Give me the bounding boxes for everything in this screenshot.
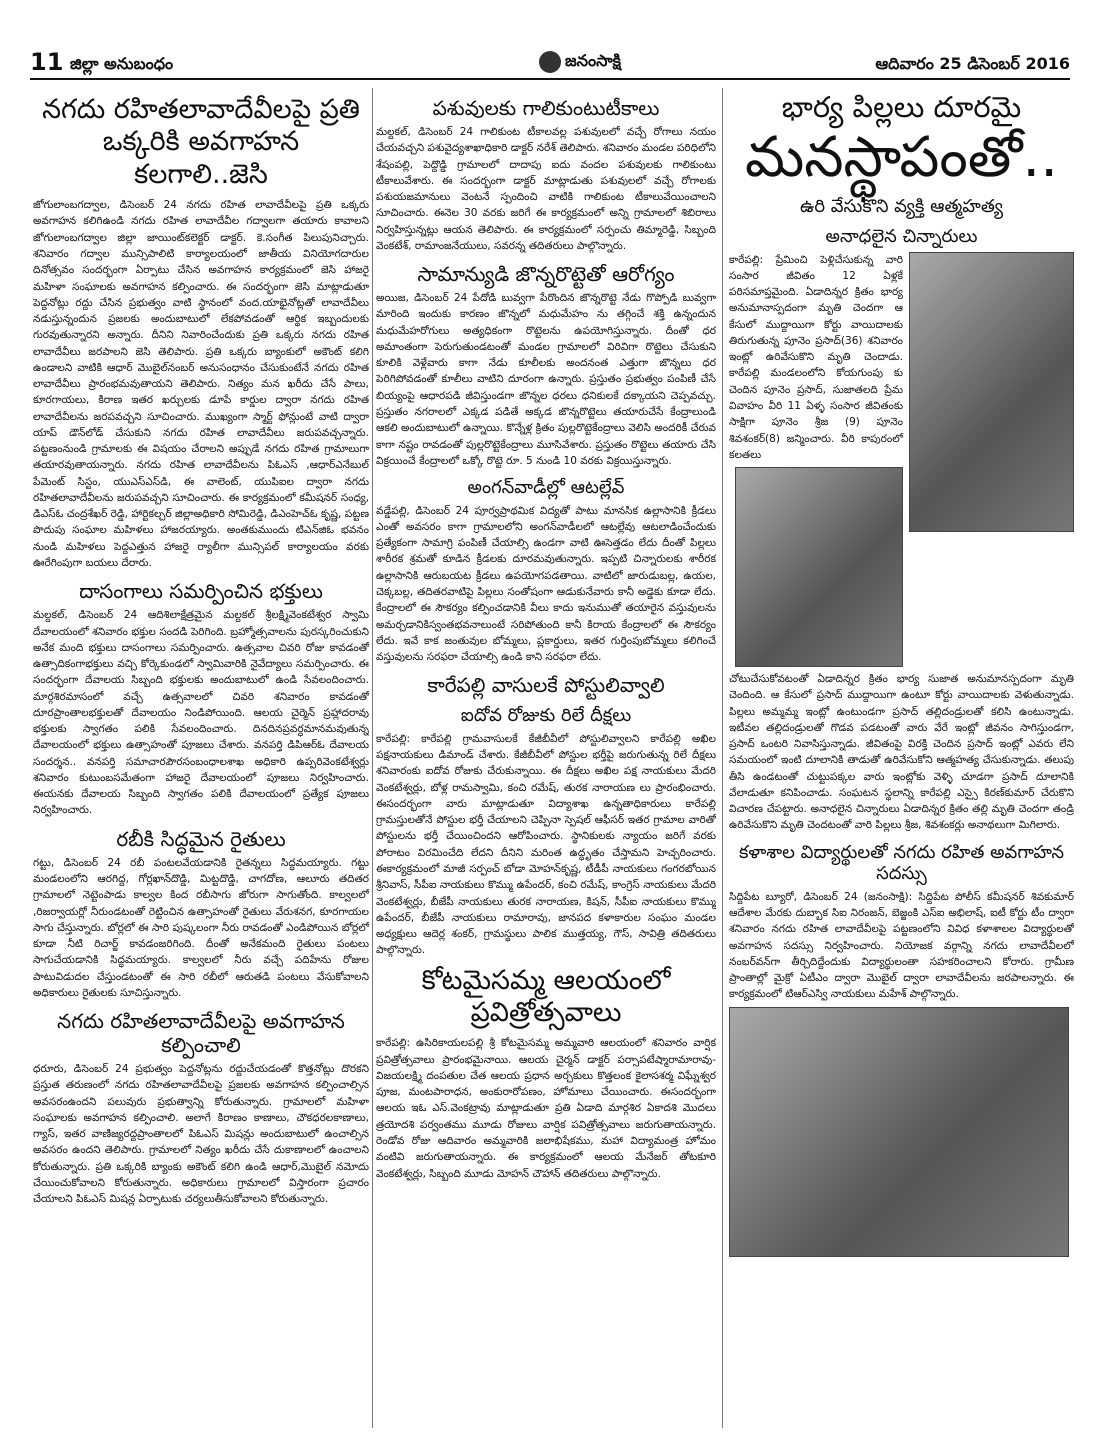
article-body: వడ్డేపల్లి, డిసెంబర్ 24 పూర్వప్రాథమిక విద్యతో పాటు మానసిక ఉల్లాసానికి క్రీడలు ఎంతో అవసరం కాగా గ్రామాలలోని అంగన్‌వాడీలలో ఆటల్లేవు ఆటలాడించేందుకు ప్రత్యేకంగా సామాగ్రి పంపిణీ చేయాల్సి ఉండగా వాటి ఊసెత్తడం లేదు దీంతో పిల్లలు శారీరక శ్రమతో కూడిన క్రీడలకు దూరమవుతున్నారు. ఇప్పటి చిన్నారులకు శారీరక ఉల్లాసానికి ఆరుబయట క్రీడలు ఉపయోగపడతాయి. వాటిలో జారుడుబల్ల, ఉయల, చెక్కబల్ల, తదితరవాటిపై పిల్లలు సంతోషంగా ఆడుకునేవారు కానీ అడ్డెకు కూడా లేదు. కేంద్రాలలో ఈ సౌకర్యం కల్పించడానికి వీలు కాదు ఇనుముతో తయారైన వస్తువులను అమర్చడానికిస్వంతభవనాలుంటే సరిపోతుంది కానీ కిరాయ కేంద్రాలలో ఈ సౌకర్యం లేదు. ఇవే కాక జంతువుల బోమ్మలు, ప్లకార్డులు, ఇతర గుర్తింపుబోమ్మలు కలిగించే వస్తువులను సరఫరా చేయాల్సి ఉండి కాని సరఫరా లేదు. bbox=[376, 504, 716, 664]
subheadline-suicide: ఉరి వేసుకొని వ్యక్తి ఆత్మహత్య bbox=[799, 196, 1004, 218]
headline-manasthapam: మనస్థాపంతో.. bbox=[744, 124, 1059, 190]
headline-college-cashless: కళాశాల విద్యార్థులతో నగదు రహిత అవగాహన సదస్సు bbox=[738, 841, 1065, 885]
headline-anganwadi: అంగన్‌వాడీల్లో ఆటల్లేవ్ bbox=[467, 477, 625, 499]
issue-date: ఆదివారం 25 డిసెంబర్ 2016 bbox=[875, 54, 1070, 73]
column-1 bbox=[33, 88, 369, 1428]
article-body: అయిజ, డిసెంబర్ 24 పేదోడి బువ్వగా పేరొందిన జొన్నరొట్టె నేడు గొప్పోడి బువ్వగా మారింది ఇందుకు కారణం జొన్నలో మధుమేహం ను తగ్గించే శక్తి ఉన్నందున మధుమేహరోగులు అత్యధికంగా రొట్టెలను ఉపయోగిస్తున్నారు. దీంతో ధర అమాంతంగా పెరుగుతుండటంతో మండల గ్రామాలలో విరివిగా రొట్టెలు చేసుకుని కూలికి వెళ్లేవారు కాగా నేడు కూలీలకు అందనంత ఎత్తుగా జొన్నలు ధర పెరిగిపోవడంతో కూలీలు వాటిని దూరంగా ఉన్నారు. ప్రస్తుతం ప్రభుత్వం పంపిణీ చేసే బియ్యంపై ఆధారపడి జీవిస్తుండగా జొన్నల ధరలు ధనికులకే దక్కాయని చెప్పవచ్చు. ప్రస్తుతం నగరాలలో ఎక్కడ పడితే అక్కడ జొన్నరొట్టెలు తయారుచేసే కేంద్రాలుండి ఆకలి అందుబాటులో ఉన్నాయి. కొన్నేళ్ల క్రితం పుల్లరొట్టెకేంద్రాలు వెలిసి అందరికీ చేరువ కాగా నష్టం రావడంతో పుల్లరొట్టెకేంద్రాలు మూసివేశారు. ప్రస్తుతం రొట్టెలు తయారు చేసి విక్రయించే కేంద్రాలలో ఒక్కో రొట్టె రూ. 5 నుండి 10 వరకు విక్రయిస్తున్నారు. bbox=[376, 292, 716, 467]
headline-kotamaisamma: కోటమైసమ్మ ఆలయంలో ప్రవిత్రోత్సవాలు bbox=[421, 964, 671, 1028]
headline-rabi: రబీకి సిద్ధమైన రైతులు bbox=[116, 826, 286, 851]
masthead bbox=[30, 48, 1070, 80]
photo-student-seminar bbox=[729, 1007, 1069, 1257]
article-body: కారేపల్లి: కారేపల్లి గ్రామవాసులకే కేజీబీవీలో పోస్టులివ్వాలని కారేపల్లి అఖిల పక్షనాయకులు డిమాండ్ చేశారు. కేజీబీవీలో పోస్టుల భర్తీపై జరుగుతున్న రిలే దీక్షలు శనివారంకు ఐదోవ రోజుకు చేరుకున్నాయి. ఈ దీక్షలు అఖిల పక్ష నాయకులు మేదరి వెంకటేశ్వర్లు, బోళ్ల రామస్వామి, కంచి రమేష్, తురక నారాయణ లు ప్రారంభించారు. ఈసందర్భంగా వారు మాట్లాడుతూ విద్యాశాఖ ఉన్నతాధికారులు కారేపల్లి గ్రామస్తులతోనే పోస్టుల భర్తీ చేయాలని చెప్పినా స్పెషల్ ఆఫీసర్ ఇతర గ్రామాల వారితో పోస్టులను భర్తీ చేయించిందని ఆరోపించారు. స్థానికులకు న్యాయం జరిగే వరకు పోరాటం విరమించేది లేదని దీనిని మరింత ఉద్ధృతం చేస్తామని హెచ్చరించారు. ఈకార్యక్రమంలో మాజీ సర్పంచ్ బోడా మోహన్‌కృష్ణ, టీడీపీ నాయకులు గంగరబోయిన శ్రీనివాస్, సీపీఐ నాయకులు కొమ్ము ఉపేందర్, కంచి రమేష్, కాంగ్రెస్ నాయకులు మేదరి వెంకటేశ్వర్లు, బీజేపీ నాయకులు తురక నారాయణ, కిషన్, సీపీఐ నాయకులు కొమ్ము ఉపేందర్, బీజేపీ నాయకులు రామారావు, జానపద కళాకారుల సంఘం మండల అధ్యక్షులు ఆదెర్ల శంకర్, గ్రామస్థులు పాలిక ముత్తయ్య, గౌస్, సావిత్రి తదితరులు పాల్గొన్నారు. bbox=[376, 732, 716, 957]
newspaper-logo bbox=[520, 48, 640, 76]
subheadline-orphans: అనాధలైన చిన్నారులు bbox=[825, 225, 978, 247]
article-body: కారేపల్లి: ప్రేమించి పెళ్లిచేసుకున్న వారి సంసార జీవితం 12 ఏళ్లకే పరిసమాప్తమైంది. ఏడాదిన్నర క్రితం భార్య అనుమానాస్పదంగా మృతి చెందగా ఆ కేసులో ముద్దాయిగా కోర్టు వాయిదాలకు తిరుగుతున్న పూనెం ప్రసాద్(36) శనివారం ఇంట్లో ఉరివేసుకొని మృతి చెందాడు. కారేపల్లి మండలంలోని కోయగుంపు కు చెందిన పూనెం ప్రసాద్, సుజాతలది ప్రేమ వివాహం వీరి 11 ఏళ్ళ సంసార జీవితంకు సాక్షిగా పూనెం శ్రీజ (9) పూనెం శివశంకర్(8) జన్మించారు. వీరి కాపురంలో కలతలు bbox=[729, 253, 903, 461]
article-body: జోగులాంబగద్వాల, డిసెంబర్ 24 నగదు రహిత లావాదేవీలపై ప్రతి ఒక్కరు అవగాహన కలిగిఉండి నగదు రహిత లావాదేవీల గద్వాలగా తయారు కావాలని జోగులాంబగద్వాల జిల్లా జాయింట్‌కలెక్టర్ డాక్టర్. కె.సంగీత పిలుపునిచ్చారు. శనివారం గద్వాల మున్సిపాలిటి కార్యాలయంలో జాతీయ వినియోగదారుల దినోత్సవం సందర్భంగా ఏర్పాటు చేసిన అవగాహన కార్యక్రమంలో జెసి హాజరై మహిళా సంఘాలకు అవగాహన కల్పించారు. ఈ సందర్భంగా జెసి మాట్లాడుతూ పెద్దనోట్లు రద్దు చేసిన ప్రభుత్వం వాటి స్థానంలో వంద.యాభైనోట్లతో లావాదేవీలు నడుస్తున్నందున ప్రజలకు అందుబాటులో లేకపోవడంతో ఆర్థిక ఇబ్బందులకు గురవుతున్నారని అన్నారు. దీనిని నివారించేందుకు ప్రతి ఒక్కరు నగదు రహిత లావాదేవీలు జరపాలని జెసి తెలిపారు. ప్రతి ఒక్కరు బ్యాంకులో అకౌంట్ కలిగి ఉండాలని వాటికి ఆధార్ మొబైల్‌నంబర్ అనుసంధానం చేసుకుంటేనే నగదు రహిత లావాదేవీలు ప్రారంభమవుతాయని తెలిపారు. నిత్యం మన ఖరీదు చేసే పాలు, కూరగాయలు, కిరాణ ఇతర ఖర్చులకు డూపే కార్డుల ద్వారా నగదు రహిత లావాదేవీలను జరపవచ్చని సూచించారు. ముఖ్యంగా స్మార్ట్ ఫోన్లుంటే వాటి ద్వారా యాప్ డౌన్‌లోడ్ చేసుకుని నగదు రహిత లావాదేవీలు జరుపవచ్చన్నారు. పట్టణంనుండి గ్రామాలకు ఈ విషయం చేరాలని అప్పుడే నగదు రహిత గ్రామాలుగా తయారవుతాయన్నారు. నగదు రహిత లావాదేవీలను పిఓఎస్ ,ఆధార్‌ఎనేబుల్ పేమెంట్ సిస్టం, యుఎస్‌ఎస్‌డి, ఈ వాలెంట్, యుపిఐల ద్వారా నగదు రహితలావాదేవీలను జరుపవచ్చని సూచించారు. ఈ కార్యక్రమంలో కమీషనర్ సంధ్య, డిఎస్‌ఓ చంద్రశేఖర్ రెడ్డి, హార్టికల్చర్ జిల్లాఅధికారి సోమిరెడ్డి, డిఎంహెచ్ఓ కృష్ణ, పట్టణ పొదుపు సంఘాల మహిళలు హాజరయ్యారు. అంతకుముందు టిఎన్‌జిఓ భవనం నుండి మహిళలు పెద్దఎత్తున హాజరై ర్యాలీగా మున్సిపల్ కార్యాలయం వరకు ఊరేగింపుగా బయలు దేరారు. bbox=[33, 199, 369, 570]
article-body: కారేపల్లి: ఉసిరికాయలపల్లి శ్రీ కోటమైసమ్మ అమ్మవారి ఆలయంలో శనివారం వార్షిక ప్రవిత్రోత్సవాలు ప్రారంభమైనాయి. ఆలయ చైర్మన్ డాక్టర్ పర్సాపటేష్మారామారావు-విజయలక్ష్మి దంపతుల చేత ఆలయ ప్రధాన అర్చకులు కొత్తలంక కైలాసశర్మ విఘ్నేశ్వర పూజ, మంటపారాధన, అంకురారోపణం, హోమాలు చేయించారు. ఈసందర్భంగా ఆలయ ఇఓ ఎస్.వెంకట్రావు మాట్లాడుతూ ప్రతి ఏడాది మార్గశిర ఏకాదశి మొదలు త్రయోదశి పర్వంతము మూడు రోజులు వార్షిక పవిత్రోత్సవాలు జరుగుతాయన్నారు. రెండోవ రోజు ఆదివారం అమ్మవారికి జలాభిషేకము, మహా విద్యామంత్ర హోమం వంటివి జరుగుతాయన్నారు. ఈ కార్యక్రమంలో ఆలయ మేనేజర్ తోటకూరి వెంకటేశ్వర్లు, సిబ్బంది మూడు మోహన్ చౌహాన్ తదితరులు పాల్గొన్నారు. bbox=[376, 1037, 716, 1180]
column-3 bbox=[729, 88, 1074, 1428]
page-number: 11 bbox=[30, 48, 64, 76]
section-title: జిల్లా అనుబంధం bbox=[70, 54, 174, 73]
kicker-headline: భార్య పిల్లలు దూరమై bbox=[781, 90, 1022, 124]
subheadline-relay-hunger-strike: ఐదోవ రోజుకు రిలే దీక్షలు bbox=[460, 705, 632, 727]
column-2 bbox=[376, 88, 716, 1428]
article-body: చోటుచేసుకోవటంతో ఏడాదిన్నర క్రితం భార్య సుజాత అనుమానస్పదంగా మృతి చెందింది. ఆ కేసులో ప్రసాద్ ముద్దాయిగా ఉంటూ కోర్టు వాయిదాలకు వెళుతున్నాడు. పిల్లలు అమ్మమ్మ ఇంట్లో ఉంటుండగా ప్రసాద్ తల్లిదండ్రులతో కలిసి ఉంటున్నాడు. ఇటీవల తల్లిదండ్రులతో గొడవ పడటంతో వారు వేరే ఇంట్లో జీవనం సాగిస్తుండగా, ప్రసాద్ ఒంటరి నివాసిస్తున్నాడు. జీవితంపై విరక్తి చెందిన ప్రసాద్ ఇంట్లో ఎవరు లేని సమయంలో ఇంటి దూలానికి తాడుతో ఉరివేసుకోని ఆత్మహత్య చేసుకున్నాడు. తలుపు తీసి ఉండటంతో చుట్టుపక్కల వారు ఇంట్లోకు వెళ్ళి చూడగా ప్రసాద్ దూలానికి వేలాడుతూ కనిపించాడు. సంఘటన స్థలాన్ని కారేపల్లి ఎస్సై కిరణ్‌కుమార్ చేరుకొని విచారణ చేపట్టారు. అనాధలైన చిన్నారులు ఏడాదిన్నర క్రితం తల్లి మృతి చెందగా తండ్రి ఉరివేసుకొని మృతి చెందటంతో వారి పిల్లలు శ్రీజ, శివశంకర్లు అనాథలుగా మిగిలారు. bbox=[729, 673, 1074, 832]
headline-cashless-awareness: నగదు రహితలావాదేవీలపై అవగాహన కల్పించాలి bbox=[57, 1009, 345, 1058]
article-body: గట్టు, డిసెంబర్ 24 రబీ పంటలవేయడానికి రైతన్నలు సిద్ధమయ్యారు. గట్టు మండలంలోని ఆరగిద్ద, గోర్లఖాన్‌దొడ్డి, మిట్టదొడ్డి, చాగదోణ, ఆలూరు తదితర గ్రామాలలో నెట్టెంపాడు కాల్వల కింద రబీసాగు జోరుగా సాగుతోంది. కాల్వలలో ,రిజర్వాయర్లో నీరుండటంతో రెట్టించిన ఉత్సాహంతో రైతులు వేరుశనగ, కూరగాయల సాగు చేస్తున్నారు. బోర్లలో ఈ సారి పుష్కలంగా నీరు రావడంతో ఎండిపోయిన బోర్లలో కూడా నీటి రిచార్జ్ కావడంజరిగింది. దీంతో అనేకమంది రైతులు పంటలు సాగుచేయడానికి సిద్ధమయ్యారు. కాల్వలలో నీరు వచ్చే పదిహేను రోజుల పాటువిడుదల చేస్తుండటంతో ఈ సారి రబీలో ఆరుతడి పంటలు వేసుకోవాలని అధికారులు రైతులకు సూచిస్తున్నారు. bbox=[33, 856, 369, 999]
headline-jonna-rotte: సామాన్యుడి జొన్నరొట్టెతో ఆరోగ్యం bbox=[417, 262, 675, 287]
article-body: మల్దకల్, డిసెంబర్ 24 గాలికుంట టీకాలవల్ల పశువులలో వచ్చే రోగాలు నయం చేయవచ్చని పశువైద్యశాఖాధికారి డాక్టర్ నరేశ్ తెలిపారు. శనివారం మండల పరిధిలోని శేషంపల్లి, పెద్దొడ్డి గ్రామాలలో దాదాపు ఐదు వందల పశువులకు గాలికుంటు టీకాలువేశారు. ఈ సందర్భంగా డాక్టర్ మాట్లాడుతు పశువులలో వచ్చే రోగాలకు పశుయజమానులు వెంటనే స్పందించి వాటికి గాలికుంట టీకాలువేయించాలని సూచించారు. ఈనెల 30 వరకు జరిగే ఈ కార్యక్రమంలో అన్ని గ్రామాలలో శిబిరాలు నిర్వహిస్తున్నట్లు ఆయన తెలిపారు. ఈ కార్యక్రమంలో సర్పంచు తిమ్మారెడ్డి, సిబ్బంది వెంకటేశ్, రామాంజనేయులు, సవరన్న తదితరులు పాల్గొన్నారు. bbox=[376, 126, 716, 252]
newspaper-name: జనంసాక్షి bbox=[565, 50, 621, 70]
article-body: సిద్దిపేట బ్యూరో, డిసెంబర్ 24 (జనంసాక్షి): సిద్దిపేట పోలీస్ కమీషనర్ శివకుమార్ ఆదేశాల మేరకు దుబ్బాక సిఐ నిరంజన్, బెజ్జంకి ఎస్ఐ అభిలాష్, ఐటీ కోర్టు టీం ద్వారా శనివారం నగదు రహిత లావాదేవీలపై పట్టణంలోని వివిధ కళాశాలల విద్యార్థులతో అవగాహన సదస్సు నిర్వహించారు. నియోజక వర్గాన్ని నగదు లావాదేవీలలో నంబర్‌వన్‌గా తీర్చిదిద్దేందుకు విద్యార్థులంతా సహకరించాలని కోరారు. గ్రామీణ ప్రాంతాల్లో మైక్రో ఏటీఎం ద్వారా మొబైల్ ద్వారా లావాదేవీలను జరపాలన్నారు. ఈ కార్యక్రమంలో టిఆర్‌ఎస్వి నాయకులు మహేశ్ పాల్గొన్నారు. bbox=[729, 890, 1074, 1001]
headline-karepalli-posts: కారేపల్లి వాసులకే పోస్టులివ్వాలి bbox=[427, 673, 665, 698]
headline-dasangalu: దాసంగాలు సమర్పించిన భక్తులు bbox=[79, 579, 323, 604]
article-body: ధరూరు, డిసెంబర్ 24 ప్రభుత్వం పెద్దనోట్లను రద్దుచేయడంతో కొత్తనోట్లు దొరకని ప్రస్తుత తరుణంలో నగదు రహితలావాదేవీలపై ప్రజలకు అవగాహన కల్పించాల్సిన అవసరంఉందని పలువురు ప్రభుత్వాన్ని కోరుతున్నారు. గ్రామాలలో మహిళా సంఘాలకు అవగాహన కల్పించాలి. అలాగే కిరాణం కాణాలు, చౌకధరలకాణాలు, గ్యాస్, ఇతర వాణిజ్యరద్దప్రాంతాలలో పిఓఎస్ మిషన్లు అందుబాటులో ఉంచాల్సిన అవసరం ఉందని తెలిపారు. గ్రామాలలో నిత్యం ఖరీదు చేసే దుకాణాలలో ఉంచాలని కోరుతున్నారు. ప్రతి ఒక్కరికి బ్యాంకు అకౌంట్ కలిగి ఉండి ఆధార్,మొబైల్ నమోదు చేయించుకోవాలని కోరుతున్నారు. అధికారులు గ్రామాలలో విస్తారంగా ప్రచారం చేయాలని పిఓఎస్ మిషన్ల ఏర్పాటుకు చర్యలుతీసుకోవాలని కోరుతున్నారు. bbox=[33, 1063, 369, 1206]
photo-orphaned-children bbox=[735, 467, 903, 667]
article-body: మల్దకల్, డిసెంబర్ 24 ఆదిశిలాక్షేత్రమైన మల్దకల్ శ్రీలక్ష్మివెంకటేశ్వర స్వామి దేవాలయంలో శనివారం భక్తుల సందడి పెరిగింది. బ్రహ్మోత్సవాలను పురస్కరించుకుని అనేక మంది భక్తులు దాసంగాలు సమర్పించారు. ఉత్సవాల చివరి రోజు కావడంతో ఉత్సాదికంగాభక్తులు వచ్చి కోర్కెకుండలో స్వామివారికి నైవేద్యాలు సమర్పించారు. ఈ సందర్భంగా దేవాలయ సిబ్బంది భక్తులకు అందుబాటులో ఉండి సేవలందించారు. మార్గశిరమాసంలో వచ్చే ఉత్సవాలలో చివరి శనివారం కావడంతో దూరప్రాంతాలభక్తులతో దేవాలయం నిండిపోయింది. ఆలయ చైర్మెన్ ప్రహ్లాదరావు భక్తులకు స్వాగతం పలికి సేవలందించారు. దినదినప్రవర్ధమానమవుతున్న దేవాలయంలో భక్తులు ఉత్సాహంతో పూజలు చేశారు. వనపర్తి డిపిఆర్‌ఓ దేవాలయ సందర్శన.. వనపర్తి సమాచారపౌరసంబంధాలశాఖ అధికారి ఉప్పరివెంకటేశ్వర్లు శనివారం కుటుంబసమేతంగా హాజరై దేవాలయంలో పూజలు నిర్వహించారు. ఈయనకు దేవాలయ సిబ్బంది స్వాగతం పలికి దేవాలయంలో ప్రత్యేక పూజలు నిర్వహించారు. bbox=[33, 609, 369, 817]
column-divider bbox=[372, 88, 373, 1428]
photo-hanging-man bbox=[909, 252, 1074, 532]
headline-cattle-vaccine: పశువులకు గాలికుంటుటీకాలు bbox=[432, 96, 660, 120]
column-divider bbox=[722, 88, 723, 1428]
logo-emblem-icon bbox=[539, 51, 561, 73]
headline-cashless-jc: నగదు రహితలావాదేవీలపై ప్రతి ఒక్కరికి అవగాహన కలగాలి..జెసి bbox=[42, 94, 360, 190]
